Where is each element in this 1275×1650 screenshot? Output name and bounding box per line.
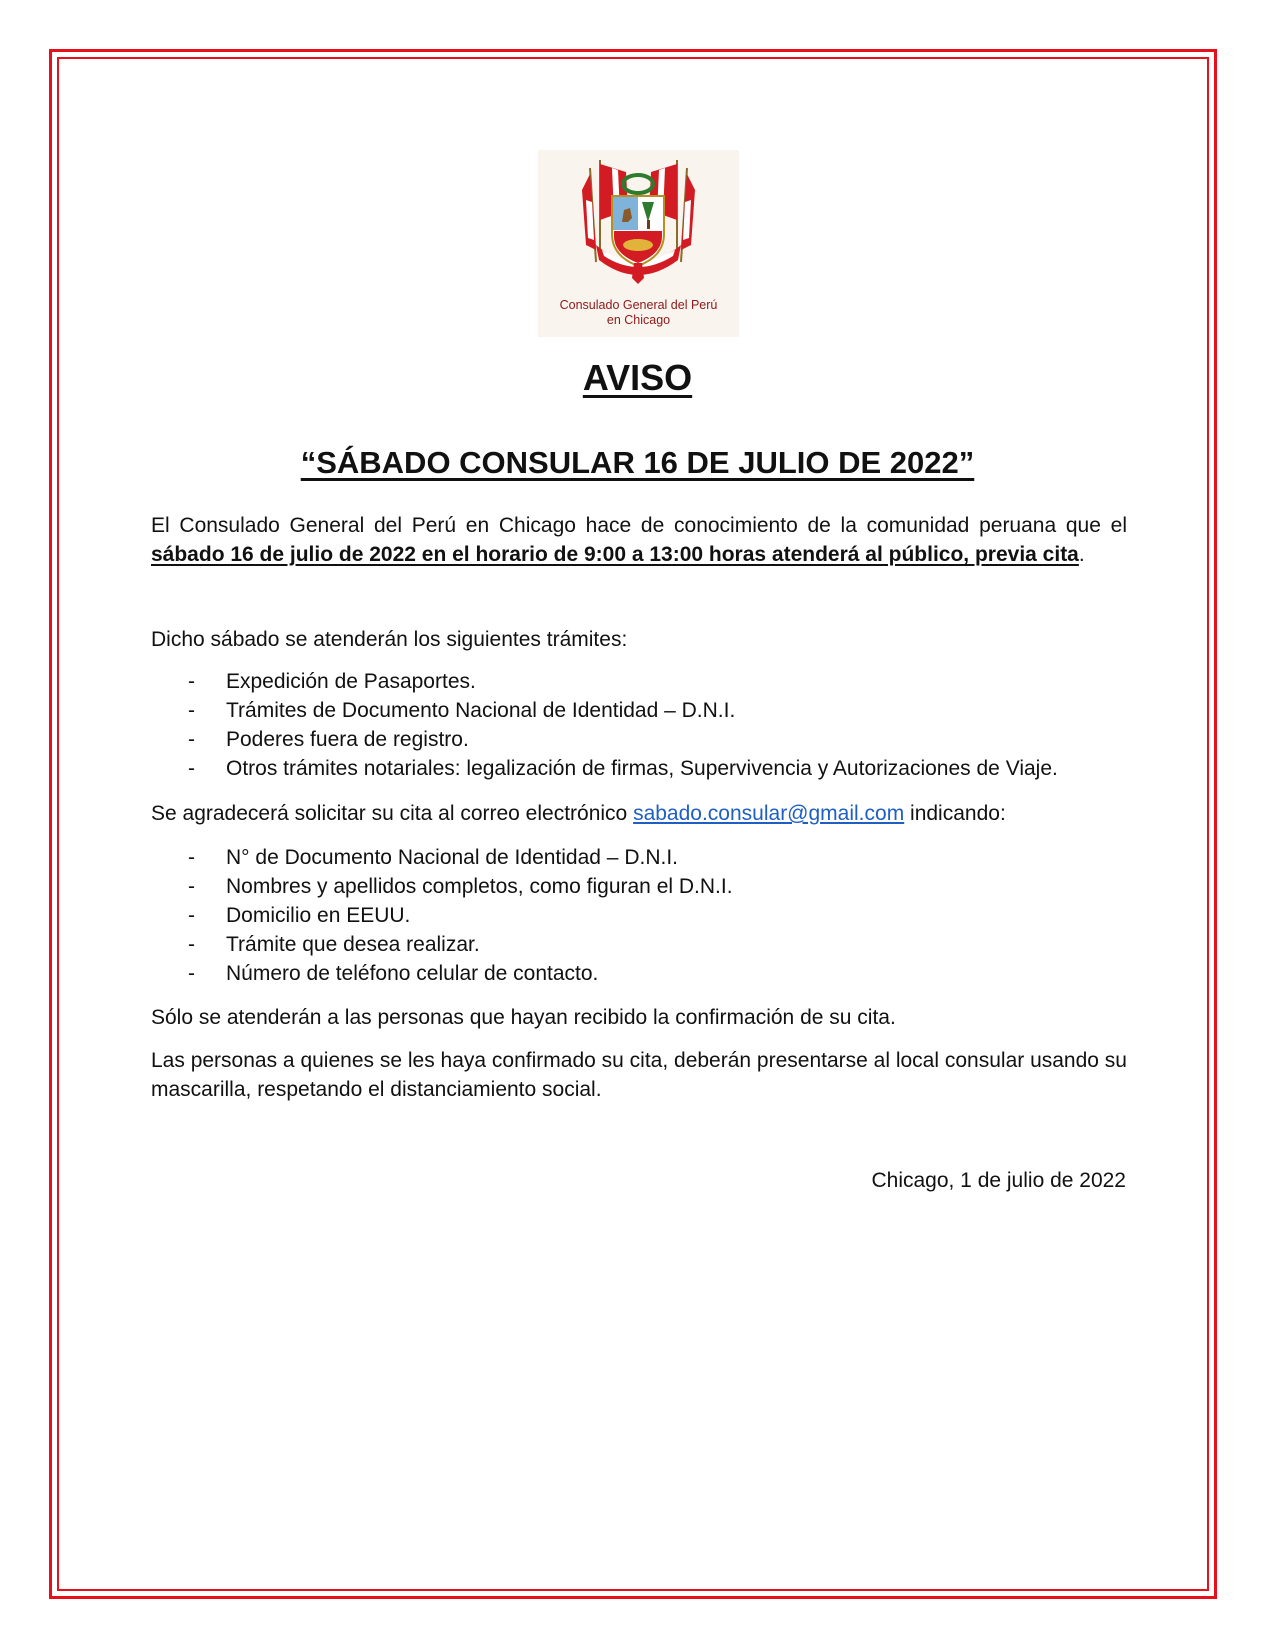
list-item-text: Poderes fuera de registro. xyxy=(226,728,469,751)
list-item xyxy=(151,959,1131,988)
appointment-text-start: Se agradecerá solicitar su cita al correo electrónico xyxy=(151,802,634,825)
logo-caption xyxy=(538,298,739,328)
list-dash: - xyxy=(188,875,195,898)
list-item-text: Nombres y apellidos completos, como figuran el D.N.I. xyxy=(226,875,733,898)
list-dash: - xyxy=(188,670,195,693)
list-item xyxy=(151,725,1131,754)
list-item xyxy=(151,667,1131,696)
signoff-date: Chicago, 1 de julio de 2022 xyxy=(871,1169,1126,1192)
page-subtitle: “SÁBADO CONSULAR 16 DE JULIO DE 2022” xyxy=(300,445,975,480)
masks-note: Las personas a quienes se les haya confirmado su cita, deberán presentarse al local consular usando su mascarilla, respetando el distanciamiento social. xyxy=(151,1049,1127,1101)
page-title: AVISO xyxy=(582,357,693,398)
list-dash: - xyxy=(188,846,195,869)
email-link[interactable]: sabado.consular@gmail.com xyxy=(633,802,905,825)
logo-caption-line1: Consulado General del Perú xyxy=(559,298,718,312)
list-dash: - xyxy=(188,699,195,722)
list-item-text: Trámites de Documento Nacional de Identidad – D.N.I. xyxy=(226,699,736,722)
list-item-text: Otros trámites notariales: legalización de firmas, Supervivencia y Autorizaciones de Viaje. xyxy=(226,757,1058,780)
confirmation-note: Sólo se atenderán a las personas que hayan recibido la confirmación de su cita. xyxy=(151,1006,896,1029)
list-item xyxy=(151,930,1131,959)
list-item xyxy=(151,754,1131,783)
logo-caption-line2: en Chicago xyxy=(606,313,671,327)
appointment-text-end: indicando: xyxy=(904,802,1006,825)
list-dash: - xyxy=(188,728,195,751)
procedures-intro: Dicho sábado se atenderán los siguientes trámites: xyxy=(151,628,628,651)
list-dash: - xyxy=(188,757,195,780)
intro-paragraph xyxy=(151,511,1127,569)
procedures-list xyxy=(151,667,1131,783)
list-item-text: Expedición de Pasaportes. xyxy=(226,670,476,693)
list-item-text: Domicilio en EEUU. xyxy=(226,904,411,927)
appointment-paragraph xyxy=(151,799,1127,828)
list-item-text: Trámite que desea realizar. xyxy=(226,933,480,956)
list-item-text: Número de teléfono celular de contacto. xyxy=(226,962,599,985)
list-item xyxy=(151,696,1131,725)
peru-coat-of-arms-icon xyxy=(538,150,739,295)
intro-text-end: . xyxy=(1078,543,1085,566)
consulate-logo xyxy=(538,150,739,337)
list-item xyxy=(151,872,1131,901)
intro-emphasis: sábado 16 de julio de 2022 en el horario de 9:00 a 13:00 horas atenderá al público, previa cita xyxy=(151,543,1079,566)
list-item xyxy=(151,901,1131,930)
intro-text-start: El Consulado General del Perú en Chicago hace de conocimiento de la comunidad peruana que el xyxy=(151,514,1127,537)
requirements-list xyxy=(151,843,1131,988)
list-item xyxy=(151,843,1131,872)
list-dash: - xyxy=(188,962,195,985)
list-dash: - xyxy=(188,933,195,956)
list-dash: - xyxy=(188,904,195,927)
list-item-text: N° de Documento Nacional de Identidad – D.N.I. xyxy=(226,846,678,869)
